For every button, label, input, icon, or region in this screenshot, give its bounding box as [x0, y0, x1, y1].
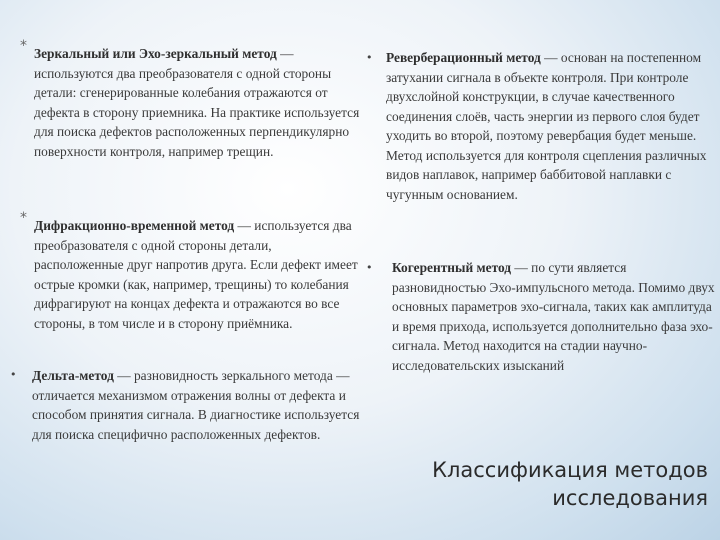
method-title: Когерентный метод — [392, 260, 512, 275]
method-description: — используются два преобразователя с одной стороны детали: сгенерированные колебания отражаются от дефекта в сторону приемника. На практике используется для поиска дефектов расположенных перпендикулярно поверхности контроля, например трещин. — [34, 46, 360, 159]
bullet-marker: • — [10, 368, 17, 381]
method-item-delta — [32, 366, 364, 444]
method-description: — по сути является разновидностью Эхо-импульсного метода. Помимо двух основных параметров эхо-сигнала, таких как амплитуда и время прихода, используется дополнительно фаза эхо-сигнала. Метод находится на стадии научно-исследовательских изысканий — [392, 260, 715, 373]
method-item-reverberation — [386, 48, 714, 204]
bullet-marker: • — [366, 51, 373, 64]
method-description: — основан на постепенном затухании сигнала в объекте контроля. При контроле двухслойной конструкции, в случае качественного соединения слоёв, часть энергии из первого слоя будет уходить во второй, поэтому ревербация будет меньше. Метод используется для контроля сцепления различных видов наплавок, например баббитовой наплавки с чугунным основанием. — [386, 50, 707, 202]
method-title: Зеркальный или Эхо-зеркальный метод — [34, 46, 277, 61]
bullet-marker: • — [366, 261, 373, 274]
method-item-coherent — [392, 258, 716, 375]
slide-title: Классификация методов исследования — [432, 458, 708, 510]
method-item-mirror — [34, 44, 364, 161]
bullet-marker: * — [20, 210, 27, 226]
method-description: — используется два преобразователя с одной стороны детали, расположенные друг напротив друга. Если дефект имеет острые кромки (как, например, трещины) то колебания дифрагируют на концах дефекта и отражаются во все стороны, в том числе и в сторону приёмника. — [34, 218, 358, 331]
method-title: Дельта-метод — [32, 368, 114, 383]
method-title: Реверберационный метод — [386, 50, 541, 65]
bullet-marker: * — [20, 38, 27, 54]
method-description: — разновидность зеркального метода — отличается механизмом отражения волны от дефекта и способом принятия сигнала. В диагностике используется для поиска специфично расположенных дефектов. — [32, 368, 360, 442]
method-title: Дифракционно-временной метод — [34, 218, 235, 233]
method-item-diffraction — [34, 216, 364, 333]
